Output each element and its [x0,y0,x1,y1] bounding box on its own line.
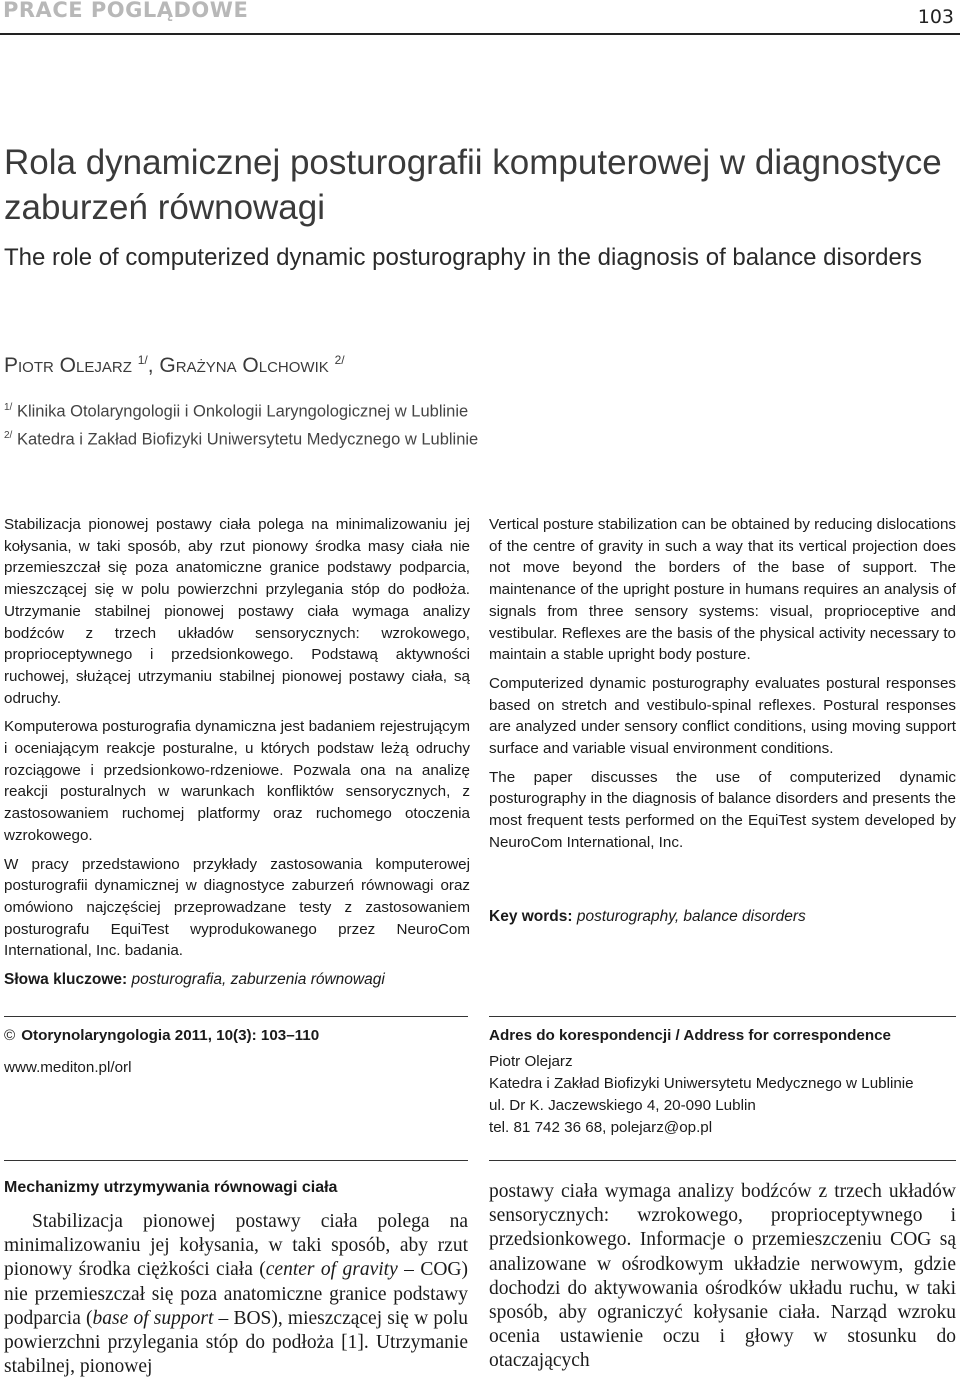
body-text-run: – BOS), mieszczącej się w polu powierzchni przylegania stóp do podłoża [1]. Utrzymanie stabilnej, pionowej [4,1307,469,1378]
header-rule [0,33,960,35]
divider [4,1016,468,1017]
body-text-emphasis: center of gravity [265,1259,398,1281]
affiliation-text: Katedra i Zakład Biofizyki Uniwersytetu Medycznego w Lublinie [16,430,479,449]
abstract-paragraph: The paper discusses the use of computerized dynamic posturography in the diagnosis of balance disorders and presents the most frequent tests performed on the EquiTest system developed by NeuroCom International, Inc. [489,768,956,851]
author-name: Piotr Olejarz [4,354,132,377]
citation-text: Otorynolaryngologia 2011, 10(3): 103–110 [21,1027,320,1044]
citation [4,1027,319,1044]
author-affiliation-marker: 2/ [334,353,345,367]
correspondence-line: ul. Dr K. Jaczewskiego 4, 20-090 Lublin [489,1097,756,1114]
correspondence-line: tel. 81 742 36 68, polejarz@op.pl [489,1119,713,1136]
section-label: PRACE POGLĄDOWE [3,0,249,22]
keywords-polish [4,971,385,989]
abstract-paragraph: Komputerowa posturografia dynamiczna jest badaniem rejestrującym i oceniającym reakcje posturalne, u których podstaw leżą odruchy rozciągowe i przedsionkowo-rdzeniowe. Pozwala ona na analizę reakcji posturalnych w warunkach konfliktów sensorycznych, z zastosowaniem ruchomej platformy oraz ruchomego otoczenia wzrokowego. [4,718,470,844]
title-english: The role of computerized dynamic posturography in the diagnosis of balance disorders [4,244,922,271]
body-text-run: – COG) nie przemieszczał się poza anatomiczne granice podstawy podparcia ( [4,1259,468,1329]
abstract-english [489,514,956,861]
abstract-paragraph: Computerized dynamic posturography evaluates postural responses based on stretch and vestibulo-spinal reflexes. Postural responses are analyzed under sensory conflict conditions, using moving support surface and variable visual environment conditions. [489,674,956,758]
keywords-value: posturography, balance disorders [576,908,806,925]
divider [489,1016,956,1017]
journal-url: www.mediton.pl/orl [4,1059,132,1076]
affiliation [4,402,468,422]
keywords-label: Key words: [489,908,573,925]
abstract-paragraph: Vertical posture stabilization can be obtained by reducing dislocations of the centre of gravity in such a way that its vertical projection does not move beyond the borders of the base of support. The maintenance of the upright posture in humans requires an analysis of signals from three sensory systems: visual, proprioceptive and vestibular. Reflexes are the basis of the physical activity necessary to maintain a stable upright body posture. [489,516,956,664]
divider [489,1160,956,1161]
affiliation [4,430,478,450]
keywords-label: Słowa kluczowe: [4,971,128,988]
affiliation-marker: 1/ [4,402,13,413]
abstract-paragraph: W pracy przedstawiono przykłady zastosowania komputerowej posturografii dynamicznej w diagnostyce zaburzeń równowagi oraz omówiono najczęściej przeprowadzane testy z zastosowaniem posturografu EquiTest wyprodukowanego przez NeuroCom International, Inc. badania. [4,855,470,960]
correspondence-line: Piotr Olejarz [489,1053,573,1070]
page-number: 103 [917,6,954,28]
keywords-english [489,908,806,926]
abstract-polish [4,514,470,969]
divider [4,1160,468,1161]
body-column-left [4,1210,468,1379]
correspondence-line: Katedra i Zakład Biofizyki Uniwersytetu Medycznego w Lublinie [489,1075,914,1092]
keywords-value: posturografia, zaburzenia równowagi [131,971,385,988]
copyright-icon: © [4,1027,16,1044]
affiliation-text: Klinika Otolaryngologii i Onkologii Laryngologicznej w Lublinie [16,402,469,421]
body-column-right: postawy ciała wymaga analizy bodźców z trzech układów sensorycznych: wzrokowego, proprioceptywnego i przedsionkowego. Informacje o przemieszczeniu COG są analizowane w ośrodkowym układzie nerwowym, gdzie dochodzi do aktywowania ośrodków układu ruchu, w taki sposób, aby ograniczyć kołysanie ciała. Narząd wzroku ocenia ustawienie oczu i głowy w stosunku do otaczających [489,1181,956,1372]
author-affiliation-marker: 1/ [137,353,148,367]
section-heading: Mechanizmy utrzymywania równowagi ciała [4,1179,338,1196]
correspondence-address [489,1051,914,1139]
title-polish: Rola dynamicznej posturografii komputerowej w diagnostyce zaburzeń równowagi [4,143,942,227]
authors-line [4,353,345,378]
author-name: Grażyna Olchowik [159,354,329,377]
affiliation-marker: 2/ [4,430,13,441]
correspondence-heading: Adres do korespondencji / Address for correspondence [489,1027,892,1044]
body-text-emphasis: base of support [92,1307,214,1329]
abstract-paragraph: Stabilizacja pionowej postawy ciała polega na minimalizowaniu jej kołysania, w taki sposób, aby rzut pionowy środka masy ciała nie przemieszczał się poza anatomiczne granice podstawy podparcia, mieszczącej się w polu powierzchni przylegania stóp do podłoża. Utrzymanie stabilnej pionowej postawy ciała wymaga analizy bodźców z trzech układów sensorycznych: wzrokowego, proprioceptywnego i przedsionkowego. Podstawą aktywności ruchowej, służącej utrzymaniu stabilnej pionowej postawy ciała, są odruchy. [4,516,470,707]
body-text-run: Stabilizacja pionowej postawy ciała polega na minimalizowaniu jej kołysania, w taki sposób, aby rzut pionowy środka ciężkości ciała ( [4,1211,468,1281]
author-separator: , [147,354,160,377]
